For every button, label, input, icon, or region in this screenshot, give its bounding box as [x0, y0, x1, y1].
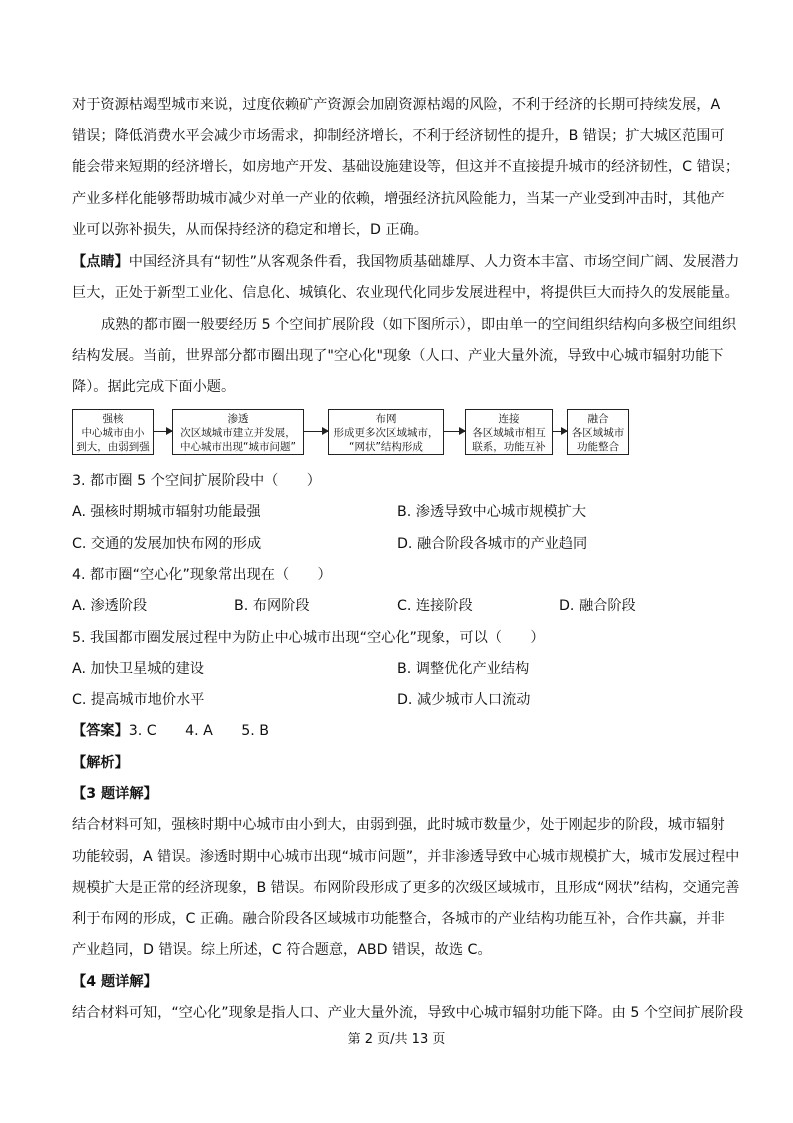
flow-stage-text: 次区域城市建立并发展，: [180, 427, 296, 439]
q3-option-c: C. 交通的发展加快布网的形成: [72, 536, 262, 552]
flow-stage-title: 渗透: [227, 413, 249, 425]
flow-stage-qianghe: [72, 409, 154, 455]
flow-stage-text: “网状”结构形成: [349, 441, 423, 453]
q5-option-a: A. 加快卫星城的建设: [72, 661, 204, 677]
flow-stage-buwang: [328, 409, 444, 455]
q3-option-d: D. 融合阶段各城市的产业趋同: [397, 536, 588, 552]
flow-stage-text: 形成更多次区域城市，: [333, 427, 439, 439]
flow-arrow: [444, 431, 465, 432]
flow-stage-text: 联系，功能互补: [472, 441, 546, 453]
flow-stage-text: 中心城市由小: [81, 427, 145, 439]
flow-arrow: [304, 431, 328, 432]
paragraph-line: 错误；降低消费水平会减少市场需求，抑制经济增长，不利于经济韧性的提升，B 错误；扩大城区范围可: [72, 128, 725, 144]
material-line: 成熟的都市圈一般要经历 5 个空间扩展阶段（如下图所示），即由单一的空间组织结构向多极空间组织: [101, 317, 737, 333]
q3-detail-line: 利于布网的形成，C 正确。融合阶段各区域城市功能整合，各城市的产业结构功能互补，合作共赢，并非: [72, 911, 725, 927]
flow-arrow: [154, 431, 172, 432]
q3-option-b: B. 渗透导致中心城市规模扩大: [397, 504, 587, 520]
dianjing-line: 巨大，正处于新型工业化、信息化、城镇化、农业现代化同步发展进程中，将提供巨大而持久的发展能量。: [72, 285, 739, 301]
q4-option-b: B. 布网阶段: [234, 598, 310, 614]
paragraph-line: 产业多样化能够帮助城市减少对单一产业的依赖，增强经济抗风险能力，当某一产业受到冲击时，其他产: [72, 191, 725, 207]
q3-detail-line: 产业趋同，D 错误。综上所述，C 符合题意，ABD 错误，故选 C。: [72, 942, 492, 958]
q4-option-c: C. 连接阶段: [397, 598, 473, 614]
q4-option-d: D. 融合阶段: [559, 598, 636, 614]
flow-stage-ronghe: [567, 409, 629, 455]
flow-stage-title: 连接: [498, 413, 520, 425]
answer-line: [72, 722, 269, 740]
material-line: 结构发展。当前，世界部分都市圈出现了"空心化"现象（人口、产业大量外流，导致中心城市辐射功能下: [72, 348, 724, 364]
q3-detail-line: 功能较弱，A 错误。渗透时期中心城市出现“城市问题”，并非渗透导致中心城市规模扩大，城市发展过程中: [72, 849, 740, 865]
flow-stage-text: 功能整合: [577, 441, 619, 453]
flow-arrow: [553, 431, 567, 432]
flow-stage-title: 强核: [102, 413, 124, 425]
q4-detail-line: 结合材料可知，“空心化”现象是指人口、产业大量外流，导致中心城市辐射功能下降。由 5 个空间扩展阶段: [72, 1005, 744, 1021]
q5-option-b: B. 调整优化产业结构: [397, 661, 530, 677]
paragraph-line: 能会带来短期的经济增长，如房地产开发、基础设施建设等，但这并不直接提升城市的经济韧性，C 错误；: [72, 159, 740, 175]
analysis-tag: 【解析】: [72, 755, 129, 771]
paragraph-line: 业可以弥补损失，从而保持经济的稳定和增长，D 正确。: [72, 222, 428, 238]
paragraph-line: 对于资源枯竭型城市来说，过度依赖矿产资源会加剧资源枯竭的风险，不利于经济的长期可持续发展，A: [72, 97, 721, 113]
question-5-stem: 5. 我国都市圈发展过程中为防止中心城市出现“空心化”现象，可以（ ）: [72, 630, 545, 646]
flow-stage-text: 中心城市出现“城市问题”: [180, 441, 296, 453]
flow-stage-text: 各区域城市相互: [472, 427, 546, 439]
page-number-footer: 第 2 页/共 13 页: [347, 1032, 446, 1047]
answer-text: 3. C 4. A 5. B: [128, 723, 269, 739]
material-line: 降）。据此完成下面小题。: [72, 379, 236, 395]
q3-detail-tag: 【3 题详解】: [72, 786, 158, 802]
flow-stage-lianjie: [465, 409, 553, 455]
q4-option-a: A. 渗透阶段: [72, 598, 148, 614]
flow-stage-title: 布网: [375, 413, 397, 425]
q3-detail-line: 结合材料可知，强核时期中心城市由小到大，由弱到强，此时城市数量少，处于刚起步的阶段，城市辐射: [72, 817, 725, 833]
q3-detail-line: 规模扩大是正常的经济现象，B 错误。布网阶段形成了更多的次级区域城市，且形成“网状”结构，交通完善: [72, 880, 740, 896]
flow-stage-title: 融合: [587, 413, 609, 425]
q4-detail-tag: 【4 题详解】: [72, 974, 158, 990]
flow-stage-text: 到大，由弱到强: [76, 441, 150, 453]
answer-tag: 【答案】: [72, 723, 129, 739]
q3-option-a: A. 强核时期城市辐射功能最强: [72, 504, 261, 520]
q5-option-d: D. 减少城市人口流动: [397, 692, 531, 708]
dianjing-text: 中国经济具有“韧性”从客观条件看，我国物质基础雄厚、人力资本丰富、市场空间广阔、发展潜力: [128, 254, 740, 270]
dianjing-tag: 【点睛】: [72, 254, 129, 270]
flow-stage-shentou: [172, 409, 304, 455]
q5-option-c: C. 提高城市地价水平: [72, 692, 205, 708]
dianjing-line: [72, 253, 739, 271]
flow-stage-text: 各区域城市: [571, 427, 625, 439]
question-4-stem: 4. 都市圈“空心化”现象常出现在（ ）: [72, 567, 332, 583]
question-3-stem: 3. 都市圈 5 个空间扩展阶段中（ ）: [72, 473, 321, 489]
